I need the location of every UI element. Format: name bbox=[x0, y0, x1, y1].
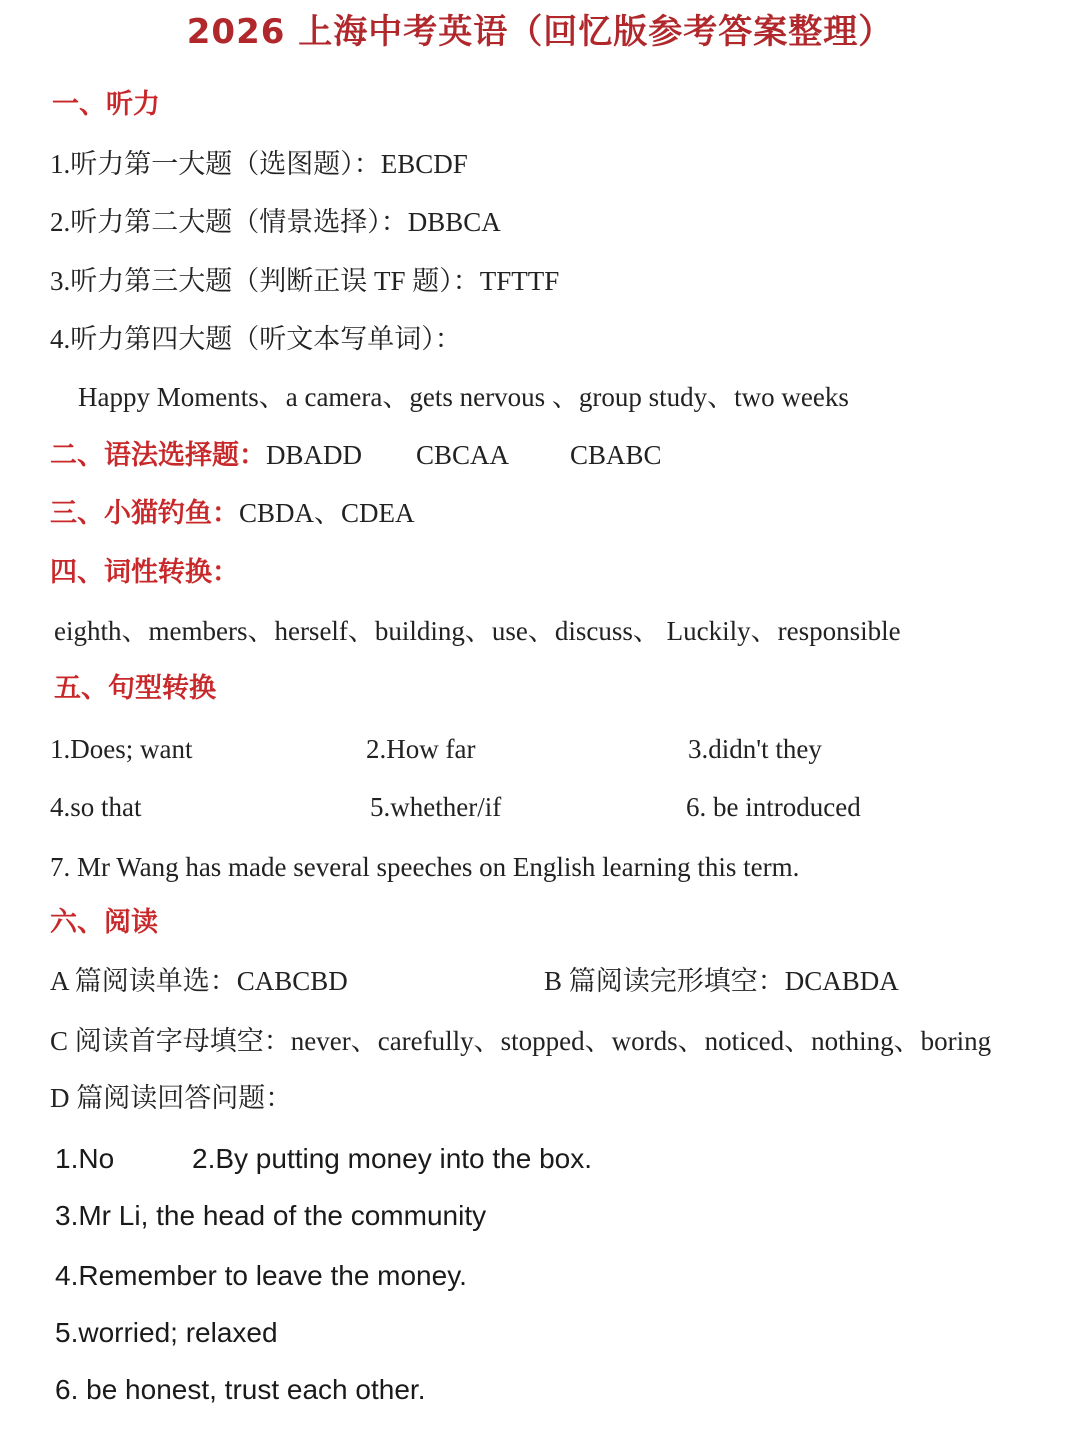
grammar-answer-1: DBADD bbox=[266, 440, 363, 470]
sentence-item-7: 7. Mr Wang has made several speeches on English learning this term. bbox=[50, 852, 800, 882]
section-heading-sentence-transformation: 五、句型转换 bbox=[54, 673, 216, 704]
sentence-item-6: 6. be introduced bbox=[686, 792, 861, 822]
sentence-item-5: 5.whether/if bbox=[370, 792, 502, 822]
section-heading-reading: 六、阅读 bbox=[50, 907, 158, 938]
sentence-item-1: 1.Does; want bbox=[50, 734, 193, 764]
listening-q2: 2.听力第二大题（情景选择）：DBBCA bbox=[50, 207, 501, 237]
grammar-row bbox=[50, 438, 362, 473]
word-forms-answers: eighth、members、herself、building、use、discuss、 Luckily、responsible bbox=[54, 616, 901, 646]
reading-d-answer-6: 6. be honest, trust each other. bbox=[55, 1374, 426, 1405]
reading-d-answer-5: 5.worried; relaxed bbox=[55, 1317, 278, 1348]
reading-d: D 篇阅读回答问题： bbox=[50, 1083, 293, 1113]
listening-q4: 4.听力第四大题（听文本写单词）： bbox=[50, 324, 462, 354]
section-heading-matching: 三、小猫钓鱼： bbox=[50, 498, 239, 529]
listening-q3: 3.听力第三大题（判断正误 TF 题）：TFTTF bbox=[50, 266, 560, 296]
sentence-item-4: 4.so that bbox=[50, 792, 142, 822]
grammar-answer-2: CBCAA bbox=[416, 440, 510, 470]
section-heading-grammar: 二、语法选择题： bbox=[50, 440, 266, 471]
page-title: 2026 上海中考英语（回忆版参考答案整理） bbox=[186, 12, 894, 52]
listening-q4-answer: Happy Moments、a camera、gets nervous 、group study、two weeks bbox=[78, 382, 849, 412]
section-heading-word-forms: 四、词性转换： bbox=[50, 557, 239, 588]
sentence-item-3: 3.didn't they bbox=[688, 734, 822, 764]
reading-b: B 篇阅读完形填空：DCABDA bbox=[544, 966, 899, 996]
reading-a: A 篇阅读单选：CABCBD bbox=[50, 966, 348, 996]
reading-d-answer-2: 2.By putting money into the box. bbox=[192, 1143, 593, 1174]
reading-d-answer-1: 1.No bbox=[55, 1143, 115, 1174]
reading-c: C 阅读首字母填空：never、carefully、stopped、words、noticed、nothing、boring bbox=[50, 1026, 992, 1056]
grammar-answer-3: CBABC bbox=[570, 440, 662, 470]
reading-d-answer-3: 3.Mr Li, the head of the community bbox=[55, 1200, 487, 1231]
matching-row bbox=[50, 496, 415, 531]
reading-d-answer-4: 4.Remember to leave the money. bbox=[55, 1260, 467, 1291]
section-heading-listening: 一、听力 bbox=[52, 89, 160, 120]
sentence-item-2: 2.How far bbox=[366, 734, 476, 764]
listening-q1: 1.听力第一大题（选图题）：EBCDF bbox=[50, 149, 468, 179]
matching-answers: CBDA、CDEA bbox=[239, 498, 415, 528]
